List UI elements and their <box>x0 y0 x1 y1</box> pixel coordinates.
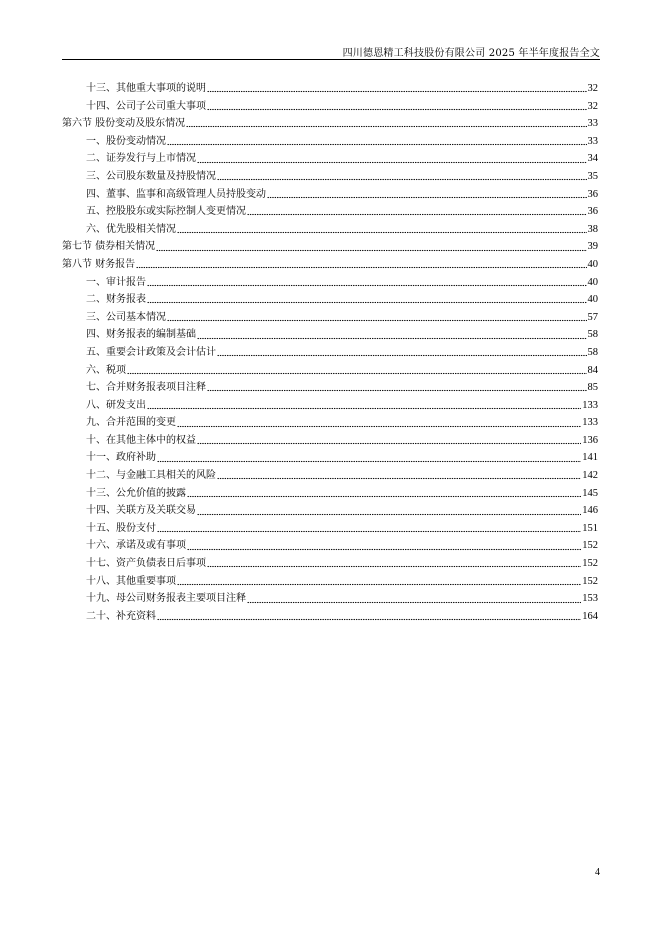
toc-dot-leader <box>157 527 581 537</box>
toc-subsection-entry[interactable] <box>62 168 598 186</box>
toc-dot-leader <box>127 368 587 378</box>
toc-entry-page: 152 <box>582 575 598 587</box>
toc-entry-page: 40 <box>587 294 598 306</box>
toc-subsection-entry[interactable] <box>62 555 598 573</box>
toc-entry-page: 133 <box>582 399 598 411</box>
toc-entry-page: 146 <box>582 505 598 517</box>
toc-entry-page: 40 <box>587 258 598 270</box>
toc-entry-label: 五、重要会计政策及会计估计 <box>86 346 216 358</box>
toc-dot-leader <box>157 615 581 625</box>
toc-entry-label: 二十、补充资料 <box>86 610 156 622</box>
toc-entry-label: 六、优先股相关情况 <box>86 223 176 235</box>
toc-entry-label: 二、财务报表 <box>86 294 146 306</box>
toc-entry-label: 十三、其他重大事项的说明 <box>86 83 206 94</box>
toc-entry-label: 十五、股份支付 <box>86 522 156 534</box>
toc-dot-leader <box>267 192 587 202</box>
toc-entry-label: 第八节 财务报告 <box>62 258 136 270</box>
toc-entry-page: 152 <box>582 558 598 570</box>
toc-entry-label: 十九、母公司财务报表主要项目注释 <box>86 593 246 605</box>
toc-subsection-entry[interactable] <box>62 186 598 204</box>
toc-entry-page: 36 <box>587 188 598 200</box>
toc-dot-leader <box>157 456 581 466</box>
toc-entry-page: 153 <box>582 593 598 605</box>
toc-dot-leader <box>207 104 587 114</box>
toc-subsection-entry[interactable] <box>62 133 598 151</box>
toc-entry-label: 十四、关联方及关联交易 <box>86 505 196 517</box>
toc-subsection-entry[interactable] <box>62 344 598 362</box>
toc-subsection-entry[interactable] <box>62 520 598 538</box>
toc-section-entry[interactable] <box>62 256 598 274</box>
toc-entry-page: 151 <box>582 522 598 534</box>
toc-entry-page: 34 <box>587 153 598 165</box>
toc-subsection-entry[interactable] <box>62 467 598 485</box>
toc-entry-label: 三、公司基本情况 <box>86 311 166 323</box>
toc-dot-leader <box>136 263 586 273</box>
toc-dot-leader <box>177 421 581 431</box>
toc-dot-leader <box>167 140 587 150</box>
toc-dot-leader <box>217 351 587 361</box>
toc-subsection-entry[interactable] <box>62 221 598 239</box>
toc-section-entry[interactable] <box>62 115 598 133</box>
toc-entry-label: 四、财务报表的编制基础 <box>86 329 196 341</box>
toc-entry-label: 八、研发支出 <box>86 399 146 411</box>
toc-subsection-entry[interactable] <box>62 590 598 608</box>
toc-dot-leader <box>186 122 586 132</box>
toc-dot-leader <box>217 474 581 484</box>
toc-entry-label: 五、控股股东或实际控制人变更情况 <box>86 206 246 218</box>
toc-subsection-entry[interactable] <box>62 291 598 309</box>
toc-dot-leader <box>147 403 581 413</box>
toc-dot-leader <box>197 157 587 167</box>
toc-entry-page: 136 <box>582 434 598 446</box>
toc-entry-label: 十三、公允价值的披露 <box>86 487 186 499</box>
toc-subsection-entry[interactable] <box>62 449 598 467</box>
table-of-contents <box>62 80 598 625</box>
toc-entry-page: 35 <box>587 170 598 182</box>
toc-subsection-entry[interactable] <box>62 485 598 503</box>
toc-entry-label: 七、合并财务报表项目注释 <box>86 382 206 394</box>
toc-dot-leader <box>207 87 587 97</box>
toc-dot-leader <box>177 228 587 238</box>
toc-entry-label: 十一、政府补助 <box>86 452 156 464</box>
toc-dot-leader <box>187 491 581 501</box>
toc-subsection-entry[interactable] <box>62 432 598 450</box>
toc-subsection-entry[interactable] <box>62 537 598 555</box>
toc-entry-label: 十、在其他主体中的权益 <box>86 434 196 446</box>
toc-entry-label: 十六、承诺及或有事项 <box>86 540 186 552</box>
toc-entry-label: 十七、资产负债表日后事项 <box>86 558 206 570</box>
toc-subsection-entry[interactable] <box>62 502 598 520</box>
toc-entry-page: 141 <box>582 452 598 464</box>
toc-subsection-entry[interactable] <box>62 150 598 168</box>
toc-subsection-entry[interactable] <box>62 203 598 221</box>
toc-entry-page: 40 <box>587 276 598 288</box>
toc-entry-label: 第七节 债券相关情况 <box>62 241 156 253</box>
toc-subsection-entry[interactable] <box>62 362 598 380</box>
toc-entry-page: 32 <box>587 100 598 112</box>
toc-entry-page: 142 <box>582 470 598 482</box>
toc-subsection-entry[interactable] <box>62 573 598 591</box>
toc-dot-leader <box>197 509 581 519</box>
toc-subsection-entry[interactable] <box>62 326 598 344</box>
page-number: 4 <box>595 867 600 878</box>
toc-entry-page: 152 <box>582 540 598 552</box>
toc-entry-page: 164 <box>582 610 598 622</box>
toc-entry-label: 四、董事、监事和高级管理人员持股变动 <box>86 188 266 200</box>
toc-subsection-entry[interactable] <box>62 309 598 327</box>
toc-entry-page: 133 <box>582 417 598 429</box>
toc-entry-page: 39 <box>587 241 598 253</box>
toc-subsection-entry[interactable] <box>62 98 598 116</box>
toc-entry-label: 一、股份变动情况 <box>86 135 166 147</box>
toc-entry-page: 85 <box>587 382 598 394</box>
toc-dot-leader <box>197 439 581 449</box>
toc-entry-label: 一、审计报告 <box>86 276 146 288</box>
toc-entry-label: 九、合并范围的变更 <box>86 417 176 429</box>
header-divider <box>62 59 600 60</box>
toc-dot-leader <box>207 562 581 572</box>
toc-entry-label: 六、税项 <box>86 364 126 376</box>
toc-entry-label: 十四、公司子公司重大事项 <box>86 100 206 112</box>
toc-dot-leader <box>207 386 587 396</box>
toc-entry-page: 57 <box>587 311 598 323</box>
toc-entry-label: 第六节 股份变动及股东情况 <box>62 118 186 130</box>
toc-dot-leader <box>177 579 581 589</box>
toc-subsection-entry[interactable] <box>62 379 598 397</box>
toc-entry-page: 58 <box>587 329 598 341</box>
toc-entry-page: 58 <box>587 346 598 358</box>
toc-entry-page: 38 <box>587 223 598 235</box>
toc-dot-leader <box>156 245 586 255</box>
toc-entry-page: 32 <box>587 83 598 94</box>
toc-dot-leader <box>147 280 587 290</box>
toc-subsection-entry[interactable] <box>62 274 598 292</box>
toc-dot-leader <box>247 210 587 220</box>
toc-dot-leader <box>197 333 587 343</box>
toc-subsection-entry[interactable] <box>62 608 598 626</box>
toc-dot-leader <box>247 597 581 607</box>
toc-entry-label: 二、证券发行与上市情况 <box>86 153 196 165</box>
toc-subsection-entry[interactable] <box>62 414 598 432</box>
toc-entry-label: 三、公司股东数量及持股情况 <box>86 170 216 182</box>
toc-entry-label: 十八、其他重要事项 <box>86 575 176 587</box>
toc-entry-page: 33 <box>587 135 598 147</box>
toc-entry-page: 84 <box>587 364 598 376</box>
toc-subsection-entry[interactable] <box>62 80 598 98</box>
toc-entry-page: 145 <box>582 487 598 499</box>
page-header: 四川德恩精工科技股份有限公司 2025 年半年度报告全文 <box>342 48 600 59</box>
toc-dot-leader <box>187 544 581 554</box>
toc-entry-label: 十二、与金融工具相关的风险 <box>86 470 216 482</box>
toc-dot-leader <box>217 175 587 185</box>
toc-entry-page: 36 <box>587 206 598 218</box>
toc-entry-page: 33 <box>587 118 598 130</box>
toc-subsection-entry[interactable] <box>62 397 598 415</box>
toc-dot-leader <box>167 316 587 326</box>
toc-section-entry[interactable] <box>62 238 598 256</box>
toc-dot-leader <box>147 298 587 308</box>
